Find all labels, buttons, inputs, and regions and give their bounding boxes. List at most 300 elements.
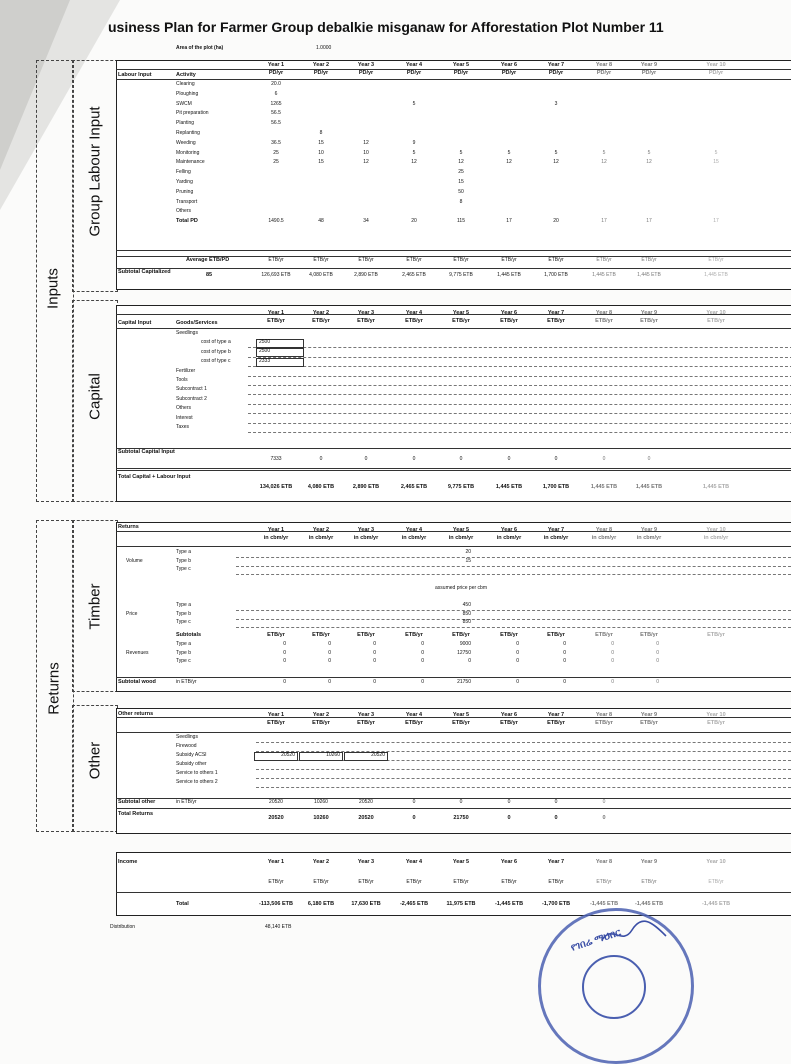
subsidy-cell: 20520 (254, 752, 298, 761)
other-subtotal: 20520 (359, 799, 373, 805)
labour-subtotal: 1,445 ETB (637, 272, 661, 278)
table-rule (116, 732, 791, 733)
labour-cell: 36.5 (271, 139, 281, 146)
year-unit: ETB/yr (357, 720, 375, 726)
subtotal-wood-zero: 0 (656, 679, 659, 685)
year-unit: ETB/yr (268, 879, 284, 885)
table-rule (256, 787, 791, 788)
total-returns: 10260 (313, 815, 329, 821)
capital-total: 1,445 ETB (590, 484, 618, 490)
subtotal-wood-zero: 0 (563, 679, 566, 685)
price-type: Type c (176, 619, 191, 625)
subtotal-wood-zero: 0 (516, 679, 519, 685)
labour-subtotal: 1,445 ETB (592, 272, 616, 278)
table-rule (116, 268, 791, 269)
capital-total: 4,080 ETB (307, 484, 335, 490)
year-unit: ETB/yr (500, 720, 518, 726)
year-header: Year 6 (500, 527, 518, 533)
year-unit: ETB/yr (708, 879, 724, 885)
etb-unit: ETB/yr (641, 257, 657, 263)
labour-cell: 56.5 (271, 110, 281, 117)
year-header: Year 4 (405, 712, 423, 718)
capital-subtotal: 0 (647, 456, 651, 462)
capital-subtotal: 0 (364, 456, 368, 462)
year-unit: ETB/yr (501, 879, 517, 885)
activity-label: Planting (176, 120, 195, 127)
other-row-label: Firewood (176, 743, 197, 749)
year-header: Year 5 (452, 712, 470, 718)
other-table (116, 708, 791, 832)
etb-unit: ETB/yr (313, 257, 329, 263)
capital-subtotal: 0 (554, 456, 558, 462)
year-unit: in cbm/yr (308, 535, 334, 541)
revenue-zero: 0 (611, 649, 614, 656)
year-unit: ETB/yr (452, 720, 470, 726)
price-type: Type b (176, 610, 192, 617)
year-unit: PD/yr (313, 70, 329, 76)
year-header: Year 2 (312, 859, 330, 865)
table-rule (116, 448, 791, 449)
revenue-zero: 0 (421, 649, 424, 656)
year-header: Year 5 (452, 859, 470, 865)
year-header: Year 1 (267, 712, 285, 718)
revenues-label: Revenues (126, 650, 149, 656)
table-rule (248, 423, 791, 424)
etb-unit: ETB/yr (708, 257, 724, 263)
returns-section-title: Returns (118, 524, 139, 530)
table-rule (236, 610, 791, 611)
etb-unit: ETB/yr (312, 632, 330, 638)
year-unit: ETB/yr (640, 720, 658, 726)
area-value: 1.0000 (316, 45, 332, 51)
year-unit: ETB/yr (312, 720, 330, 726)
year-unit: ETB/yr (452, 318, 470, 324)
volume-label: Volume (126, 558, 143, 564)
year-header: Year 5 (452, 310, 470, 316)
table-rule (248, 394, 791, 395)
capital-subtotal: 0 (319, 456, 323, 462)
labour-cell: 15 (458, 179, 464, 185)
year-unit: ETB/yr (312, 318, 330, 324)
income-total: 17,630 ETB (351, 901, 381, 907)
table-rule (116, 328, 791, 329)
year-header: Year 4 (405, 310, 423, 316)
income-total: 6,180 ETB (307, 901, 335, 907)
activity-label: Yarding (176, 179, 193, 185)
year-unit: ETB/yr (405, 318, 423, 324)
table-rule (116, 892, 791, 893)
labour-cell: 1265 (270, 100, 282, 107)
other-row-label: Subsidy other (176, 761, 207, 767)
capital-total: 2,890 ETB (352, 484, 380, 490)
revenue-zero: 0 (656, 658, 659, 664)
capital-subtotal: 7333 (270, 456, 282, 462)
year-header: Year 7 (547, 310, 565, 316)
capital-row-label: cost of type c (201, 358, 231, 365)
labour-cell: 20.0 (271, 81, 281, 87)
year-unit: ETB/yr (547, 318, 565, 324)
labour-cell: 17 (506, 218, 512, 225)
labour-cell: 5 (554, 149, 558, 156)
capital-subtotal-label: Subtotal Capital Input (118, 449, 175, 455)
revenue-zero: 0 (656, 649, 659, 656)
year-header: Year 8 (595, 712, 613, 718)
area-label: Area of the plot (ha) (176, 45, 224, 51)
group-labour-label: Group Labour Input (86, 106, 104, 237)
other-row-label: Subsidy ACSI (176, 752, 207, 758)
volume-y5: 20 (465, 549, 471, 555)
revenue-zero: 0 (283, 641, 286, 647)
revenue-zero: 0 (563, 641, 566, 647)
labour-cell: 15 (713, 159, 719, 166)
labour-subtotal: 1,445 ETB (704, 272, 728, 278)
revenue-zero: 0 (328, 658, 331, 664)
volume-y5: 15 (465, 557, 471, 564)
year-unit: ETB/yr (641, 879, 657, 885)
year-unit: ETB/yr (267, 720, 285, 726)
capital-total-label: Total Capital + Labour Input (118, 474, 191, 480)
income-total: -2,465 ETB (399, 901, 429, 907)
table-rule (248, 357, 791, 358)
labour-cell: 48 (318, 218, 324, 225)
subtotal-wood-zero: 0 (328, 679, 331, 685)
year-unit: ETB/yr (595, 318, 613, 324)
revenue-zero: 0 (421, 641, 424, 647)
year-header: Year 8 (595, 310, 613, 316)
labour-cell: 5 (714, 149, 718, 156)
year-header: Year 4 (405, 527, 423, 533)
table-rule (256, 742, 791, 743)
activity-label: Maintenance (176, 159, 205, 166)
year-unit: ETB/yr (707, 720, 725, 726)
labour-cell: 5 (602, 149, 606, 156)
labour-cell: 9 (412, 139, 416, 146)
price-y5: 450 (462, 602, 471, 608)
year-unit: in cbm/yr (543, 535, 569, 541)
year-header: Year 8 (595, 62, 613, 68)
table-rule (256, 769, 791, 770)
etb-unit: ETB/yr (595, 632, 613, 638)
year-header: Year 5 (452, 527, 470, 533)
subtotal-wood-label: Subtotal wood (118, 679, 156, 685)
capital-total: 1,445 ETB (702, 484, 730, 490)
labour-cell: 15 (318, 159, 324, 166)
year-unit: ETB/yr (596, 879, 612, 885)
etb-unit: ETB/yr (596, 257, 612, 263)
table-rule (116, 250, 791, 251)
labour-cell: 56.5 (271, 120, 281, 127)
labour-cell: 12 (363, 159, 369, 166)
page-title: usiness Plan for Farmer Group debalkie misganaw for Afforestation Plot Number 11 (108, 19, 664, 35)
etb-unit: ETB/yr (453, 257, 469, 263)
capital-row-label: Tools (176, 377, 188, 383)
table-rule (248, 413, 791, 414)
revenue-zero: 0 (421, 658, 424, 664)
revenue-y5: 9000 (459, 641, 471, 647)
inputs-label: Inputs (44, 268, 62, 309)
revenue-y5: 0 (468, 658, 471, 664)
subtotal-wood-zero: 0 (421, 679, 424, 685)
volume-type: Type c (176, 566, 191, 572)
labour-cell: 10 (318, 149, 324, 156)
labour-cell: 12 (601, 159, 607, 166)
year-header: Year 10 (706, 310, 726, 316)
labour-subtotal: 1,700 ETB (544, 272, 568, 278)
year-unit: ETB/yr (405, 720, 423, 726)
other-subtotal: 0 (459, 799, 463, 805)
year-header: Year 7 (547, 712, 565, 718)
income-total: -1,445 ETB (701, 901, 731, 907)
subtotal-wood-y5: 21750 (457, 679, 471, 685)
year-header: Year 1 (267, 62, 285, 68)
returns-label: Returns (45, 662, 63, 715)
revenue-zero: 0 (516, 649, 519, 656)
capital-row-label: Subcontract 1 (176, 386, 207, 393)
income-section-title: Income (118, 859, 138, 865)
year-unit: PD/yr (501, 70, 517, 76)
income-total: -1,445 ETB (494, 901, 524, 907)
year-header: Year 4 (405, 859, 423, 865)
labour-cell: 20 (411, 218, 417, 225)
capital-total: 1,445 ETB (495, 484, 523, 490)
subsidy-cell: 10260 (299, 752, 343, 761)
capital-total: 1,700 ETB (542, 484, 570, 490)
subtotal-wood-zero: 0 (283, 679, 286, 685)
labour-cell: 6 (274, 90, 278, 97)
income-total-label: Total (176, 901, 189, 907)
activity-label: Ploughing (176, 90, 199, 97)
other-row-label: Service to others 1 (176, 770, 218, 776)
year-unit: ETB/yr (406, 879, 422, 885)
year-header: Year 7 (547, 859, 565, 865)
capital-label: Capital (86, 373, 104, 420)
seed-cost-cell: 2333 (256, 358, 304, 367)
other-subtotal: 0 (554, 799, 558, 805)
labour-cell: 8 (459, 198, 463, 205)
signature-mark (600, 918, 670, 948)
year-unit: ETB/yr (707, 318, 725, 324)
year-header: Year 1 (267, 310, 285, 316)
labour-cell: 1490.5 (268, 218, 284, 225)
income-total: -1,445 ETB (589, 901, 619, 907)
year-unit: PD/yr (596, 70, 612, 76)
table-rule (116, 677, 791, 678)
subtotal-wood-zero: 0 (373, 679, 376, 685)
labour-cell: 15 (318, 139, 324, 146)
other-row-label: Seedlings (176, 734, 198, 740)
table-rule (248, 366, 791, 367)
activity-label: SWCM (176, 100, 192, 107)
table-rule (248, 404, 791, 405)
revenue-type: Type a (176, 641, 192, 647)
labour-cell: 8 (319, 130, 323, 136)
year-header: Year 10 (706, 527, 726, 533)
etb-unit: ETB/yr (452, 632, 470, 638)
year-unit: ETB/yr (547, 720, 565, 726)
year-header: Year 3 (357, 859, 375, 865)
table-rule (248, 385, 791, 386)
labour-cell: 5 (412, 100, 416, 107)
etb-unit: ETB/yr (707, 632, 725, 638)
capital-subtotal: 0 (507, 456, 511, 462)
year-unit: PD/yr (358, 70, 374, 76)
total-returns: 0 (602, 815, 606, 821)
table-rule (236, 557, 791, 558)
year-header: Year 3 (357, 310, 375, 316)
labour-cell: 5 (412, 149, 416, 156)
year-header: Year 6 (500, 712, 518, 718)
year-unit: in cbm/yr (263, 535, 289, 541)
labour-cell: 50 (458, 188, 464, 195)
labour-subtotal: 126,693 ETB (261, 272, 291, 278)
activity-label: Weeding (176, 139, 196, 146)
year-unit: ETB/yr (595, 720, 613, 726)
year-header: Year 2 (312, 527, 330, 533)
stamp-text: የገበሬ ማህበር (569, 927, 623, 954)
etb-unit: ETB/yr (406, 257, 422, 263)
capital-row-label: Seedlings (176, 330, 198, 336)
other-subtotal-label: Subtotal other (118, 799, 156, 805)
other-section-title: Other returns (118, 711, 154, 717)
labour-subtotal: 2,890 ETB (354, 272, 378, 278)
income-total: -113,506 ETB (259, 901, 293, 907)
timber-table (116, 522, 791, 690)
year-unit: ETB/yr (358, 879, 374, 885)
capital-row-label: Interest (176, 414, 193, 421)
labour-cell: 12 (646, 159, 652, 166)
year-unit: ETB/yr (500, 318, 518, 324)
capital-total: 9,775 ETB (447, 484, 475, 490)
year-header: Year 9 (640, 859, 658, 865)
capital-subtotal: 0 (459, 456, 463, 462)
year-unit: PD/yr (708, 70, 724, 76)
other-subtotal: 0 (507, 799, 511, 805)
year-header: Year 2 (312, 712, 330, 718)
seed-cost-cell: 2500 (256, 348, 304, 357)
year-unit: ETB/yr (357, 318, 375, 324)
etb-unit: ETB/yr (548, 257, 564, 263)
labour-table (116, 60, 791, 288)
activity-label: Total PD (176, 218, 198, 225)
etb-unit: ETB/yr (547, 632, 565, 638)
labour-cell: 5 (507, 149, 511, 156)
labour-subtotal: 1,445 ETB (497, 272, 521, 278)
avg-value: 85 (206, 272, 213, 278)
table-rule (236, 627, 791, 628)
table-rule (116, 470, 791, 471)
capital-total: 134,026 ETB (259, 484, 293, 490)
labour-cell: 12 (553, 159, 559, 166)
labour-cell: 20 (553, 218, 559, 225)
year-header: Year 6 (500, 62, 518, 68)
year-header: Year 1 (267, 859, 285, 865)
year-unit: ETB/yr (453, 879, 469, 885)
revenue-type: Type b (176, 649, 192, 656)
year-header: Year 1 (267, 527, 285, 533)
price-y5: 850 (462, 610, 471, 617)
year-unit: ETB/yr (548, 879, 564, 885)
year-header: Year 10 (706, 712, 726, 718)
etb-unit: ETB/yr (357, 632, 375, 638)
labour-cell: 5 (459, 149, 463, 156)
subsidy-cell: 20520 (344, 752, 388, 761)
distribution-label: Distribution (110, 924, 136, 930)
activity-label: Felling (176, 169, 191, 176)
subtotal-wood-zero: 0 (611, 679, 614, 685)
year-header: Year 10 (706, 62, 726, 68)
etb-unit: ETB/yr (405, 632, 423, 638)
year-unit: ETB/yr (313, 879, 329, 885)
labour-cell: 34 (363, 218, 369, 225)
labour-section-title: Labour Input (118, 72, 152, 78)
labour-cell: 12 (411, 159, 417, 166)
etb-unit: ETB/yr (358, 257, 374, 263)
total-returns: 0 (554, 815, 558, 821)
capital-subtotal: 0 (602, 456, 606, 462)
labour-cell: 17 (713, 218, 719, 225)
total-returns: 20520 (358, 815, 374, 821)
revenue-zero: 0 (516, 641, 519, 647)
year-header: Year 6 (500, 859, 518, 865)
revenue-type: Type c (176, 658, 191, 664)
labour-subtotal: 4,080 ETB (309, 272, 333, 278)
etb-unit: ETB/yr (268, 257, 284, 263)
year-unit: in cbm/yr (591, 535, 617, 541)
price-label: Price (126, 611, 138, 617)
labour-subtotal: 9,775 ETB (449, 272, 473, 278)
table-rule (248, 347, 791, 348)
year-header: Year 7 (547, 62, 565, 68)
year-unit: PD/yr (268, 70, 284, 76)
labour-cell: 25 (458, 169, 464, 176)
price-type: Type a (176, 602, 192, 608)
avg-label: Average ETB/PD (186, 257, 230, 263)
capital-row-label: cost of type b (201, 348, 231, 355)
volume-type: Type b (176, 557, 192, 564)
year-header: Year 9 (640, 62, 658, 68)
labour-cell: 25 (273, 159, 279, 166)
year-unit: PD/yr (406, 70, 422, 76)
seed-cost-cell: 2500 (256, 339, 304, 348)
other-subtotal: 0 (602, 799, 606, 805)
other-row-label: Service to others 2 (176, 779, 218, 785)
year-header: Year 10 (706, 859, 726, 865)
year-unit: PD/yr (453, 70, 469, 76)
revenue-zero: 0 (373, 649, 376, 656)
table-rule (116, 546, 791, 547)
stamp-emblem (582, 955, 646, 1019)
labour-cell: 10 (363, 149, 369, 156)
distribution-value: 48,140 ETB (265, 924, 292, 930)
total-returns: 0 (507, 815, 511, 821)
capital-total: 1,445 ETB (635, 484, 663, 490)
capital-row-label: Taxes (176, 424, 190, 430)
year-unit: in cbm/yr (401, 535, 427, 541)
table-rule (236, 566, 791, 567)
year-unit: PD/yr (548, 70, 564, 76)
activity-label: Replanting (176, 130, 200, 136)
year-unit: in cbm/yr (636, 535, 662, 541)
activity-header: Activity (176, 72, 196, 78)
labour-cell: 12 (363, 139, 369, 146)
revenue-zero: 0 (611, 658, 614, 664)
revenue-zero: 0 (516, 658, 519, 664)
other-subtotal: 10260 (314, 799, 328, 805)
labour-cell: 115 (457, 218, 465, 225)
year-header: Year 7 (547, 527, 565, 533)
capital-row-label: Others (176, 405, 192, 412)
price-y5: 850 (462, 619, 471, 625)
